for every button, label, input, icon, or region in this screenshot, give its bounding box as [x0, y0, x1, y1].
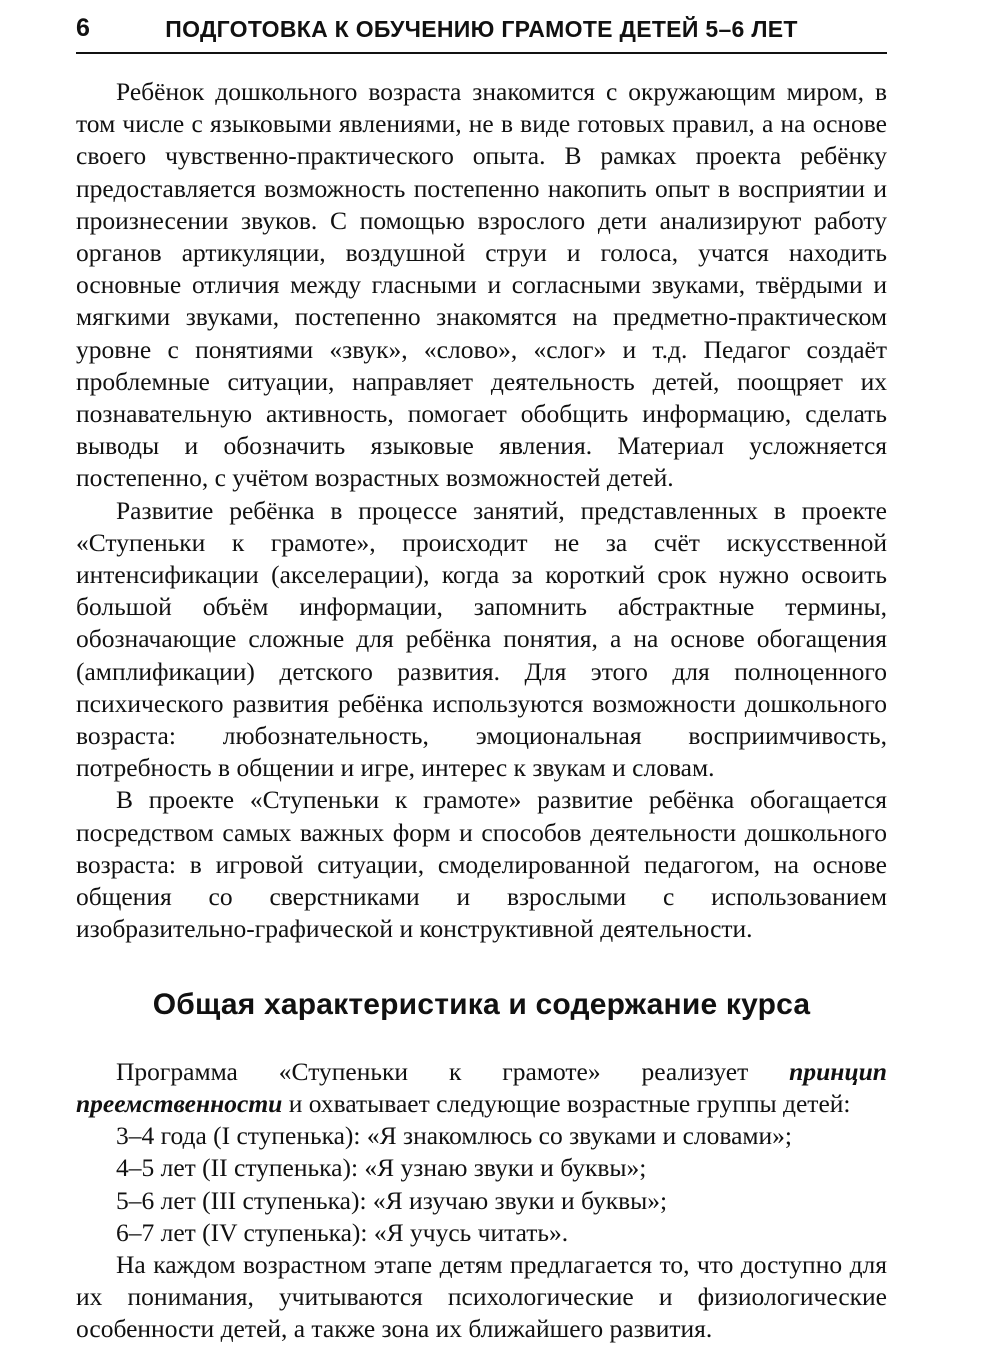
section-heading: Общая характеристика и содержание курса	[152, 988, 811, 1022]
section-intro-emphasis: принцип преемственности	[76, 1056, 887, 1118]
list-item: 6–7 лет (IV ступенька): «Я учусь читать».	[116, 1217, 569, 1247]
age-stage-list	[76, 1120, 887, 1249]
section-intro-paragraph	[76, 1056, 887, 1120]
page-number: 6	[76, 14, 90, 42]
paragraph-1: Ребёнок дошкольного возраста знакомится с окружающим миром, в том числе с языковыми явлениями, не в виде готовых правил, а на основе своего чувственно-практического опыта. В рамках проекта ребёнку предоставляется возможность постепенно накопить опыт в восприятии и произнесении звуков. С помощью взрослого дети анализируют работу органов артикуляции, воздушной струи и голоса, учатся находить основные отличия между гласными и согласными звуками, твёрдыми и мягкими звуками, постепенно знакомятся на предметно-практическом уровне с понятиями «звук», «слово», «слог» и т.д. Педагог создаёт проблемные ситуации, направляет деятельность детей, поощряет их познавательную активность, помогает обобщить информацию, сделать выводы и обозначить языковые явления. Материал усложняется постепенно, с учётом возрастных возможностей детей.	[76, 77, 887, 493]
running-head	[76, 12, 887, 46]
list-item: 3–4 года (I ступенька): «Я знакомлюсь со звуками и словами»;	[116, 1121, 793, 1151]
list-item: 4–5 лет (II ступенька): «Я узнаю звуки и буквы»;	[116, 1153, 647, 1183]
page-content	[76, 76, 887, 1346]
running-head-title: ПОДГОТОВКА К ОБУЧЕНИЮ ГРАМОТЕ ДЕТЕЙ 5–6 ЛЕТ	[165, 16, 798, 42]
list-item: 5–6 лет (III ступенька): «Я изучаю звуки и буквы»;	[116, 1185, 668, 1215]
section-intro-text-end: и охватывает следующие возрастные группы детей:	[282, 1088, 851, 1118]
paragraph-2: Развитие ребёнка в процессе занятий, представленных в проекте «Ступеньки к грамоте», происходит не за счёт искусственной интенсификации (акселерации), когда за короткий срок нужно освоить большой объём информации, запомнить абстрактные термины, обозначающие сложные для ребёнка понятия, а на основе обогащения (амплификации) детского развития. Для этого для полноценного психического развития ребёнка используются возможности дошкольного возраста: любознательность, эмоциональная восприимчивость, потребность в общении и игре, интерес к звукам и словам.	[76, 495, 887, 783]
section-intro-text-start: Программа «Ступеньки к грамоте» реализует	[116, 1056, 790, 1086]
paragraph-3: В проекте «Ступеньки к грамоте» развитие ребёнка обогащается посредством самых важных форм и способов деятельности дошкольного возраста: в игровой ситуации, смоделированной педагогом, на основе общения со сверстниками и взрослыми с использованием изобразительно-графической и конструктивной деятельности.	[76, 785, 887, 944]
header-rule	[76, 52, 887, 54]
closing-paragraph: На каждом возрастном этапе детям предлагается то, что доступно для их понимания, учитываются психологические и физиологические особенности детей, а также зона их ближайшего развития.	[76, 1249, 887, 1344]
